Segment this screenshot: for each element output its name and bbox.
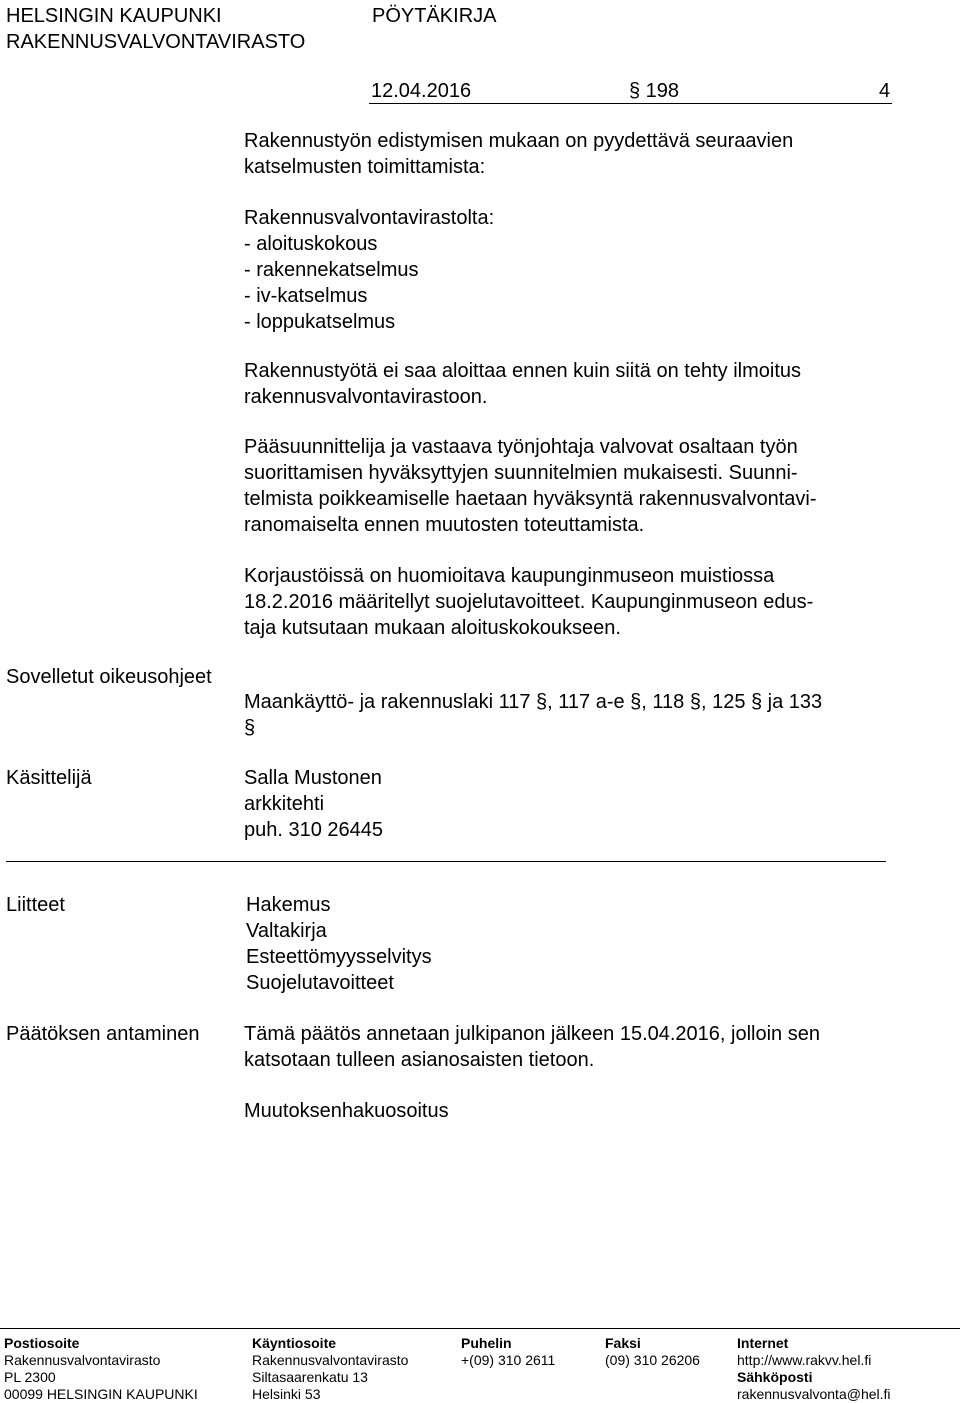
attachment-item: Hakemus (246, 894, 331, 916)
legal-provisions: Maankäyttö- ja rakennuslaki 117 §, 117 a-e §, 118 §, 125 § ja 133 § (244, 691, 823, 739)
attachments-label: Liitteet (6, 894, 65, 916)
footer-phone-heading: Puhelin (461, 1335, 512, 1351)
list-item: - loppukatselmus (244, 311, 396, 333)
footer-internet-heading: Internet (737, 1335, 789, 1351)
section-number: § 198 (629, 80, 680, 102)
handler-name: Salla Mustonen (244, 767, 382, 789)
list-item: - aloituskokous (244, 233, 378, 255)
footer-visiting-heading: Käyntiosoite (252, 1335, 337, 1351)
footer-website-link[interactable]: http://www.rakvv.hel.fi (737, 1352, 872, 1368)
attachment-item: Valtakirja (246, 920, 327, 942)
handler-info (244, 765, 383, 843)
footer-postal: Postiosoite Rakennusvalvontavirasto PL 2300 00099 HELSINGIN KAUPUNKI (4, 1335, 198, 1402)
list-item: - rakennekatselmus (244, 259, 419, 281)
department-name: RAKENNUSVALVONTAVIRASTO (6, 31, 306, 53)
list-item: - iv-katselmus (244, 285, 368, 307)
footer-visiting: Käyntiosoite Rakennusvalvontavirasto Siltasaarenkatu 13 Helsinki 53 (252, 1335, 409, 1402)
footer-email-heading: Sähköposti (737, 1369, 813, 1385)
legal-label: Sovelletut oikeusohjeet (6, 666, 212, 688)
attachment-item: Esteettömyysselvitys (246, 946, 432, 968)
handler-label: Käsittelijä (6, 767, 92, 789)
decision-label: Päätöksen antaminen (6, 1023, 200, 1045)
footer-phone: Puhelin +(09) 310 2611 (461, 1335, 556, 1368)
paragraph-supervision: Pääsuunnittelija ja vastaava työnjohtaja valvovat osaltaan työn suorittamisen hyväksyttyjen suunnitelmien mukaisesti. Suunni- telmista poikkeamiselle haetaan hyväksyntä rakennusvalvontavi- ranomaiselta ennen muutosten toteuttamista. (244, 436, 817, 536)
appeal-heading: Muutoksenhakuosoitus (244, 1100, 449, 1122)
handler-title: arkkitehti (244, 793, 325, 815)
attachments-list (246, 892, 432, 996)
inspection-list (244, 205, 494, 335)
footer-rule (0, 1328, 960, 1329)
meeting-date: 12.04.2016 (371, 80, 472, 102)
paragraph-inspections: Rakennustyön edistymisen mukaan on pyydettävä seuraavien katselmusten toimittamista: (244, 130, 794, 178)
attachment-item: Suojelutavoitteet (246, 972, 394, 994)
list-heading: Rakennusvalvontavirastolta: (244, 207, 495, 229)
header-rule (369, 103, 892, 104)
paragraph-museum: Korjaustöissä on huomioitava kaupunginmuseon muistiossa 18.2.2016 määritellyt suojelutavoitteet. Kaupunginmuseon edus- taja kutsutaan mukaan aloituskokoukseen. (244, 565, 814, 639)
footer-fax: Faksi (09) 310 26206 (605, 1335, 700, 1368)
footer-internet (737, 1335, 891, 1403)
page-number: 4 (879, 80, 891, 102)
paragraph-notification: Rakennustyötä ei saa aloittaa ennen kuin siitä on tehty ilmoitus rakennusvalvontavirastoon. (244, 360, 802, 408)
org-name: HELSINGIN KAUPUNKI (6, 5, 222, 27)
handler-phone: puh. 310 26445 (244, 819, 384, 841)
footer-postal-heading: Postiosoite (4, 1335, 80, 1351)
footer-email-link[interactable]: rakennusvalvonta@hel.fi (737, 1386, 891, 1402)
section-divider (6, 861, 886, 862)
decision-text: Tämä päätös annetaan julkipanon jälkeen 15.04.2016, jolloin sen katsotaan tulleen asianosaisten tietoon. (244, 1023, 820, 1071)
footer-fax-heading: Faksi (605, 1335, 641, 1351)
document-type: PÖYTÄKIRJA (372, 5, 497, 27)
